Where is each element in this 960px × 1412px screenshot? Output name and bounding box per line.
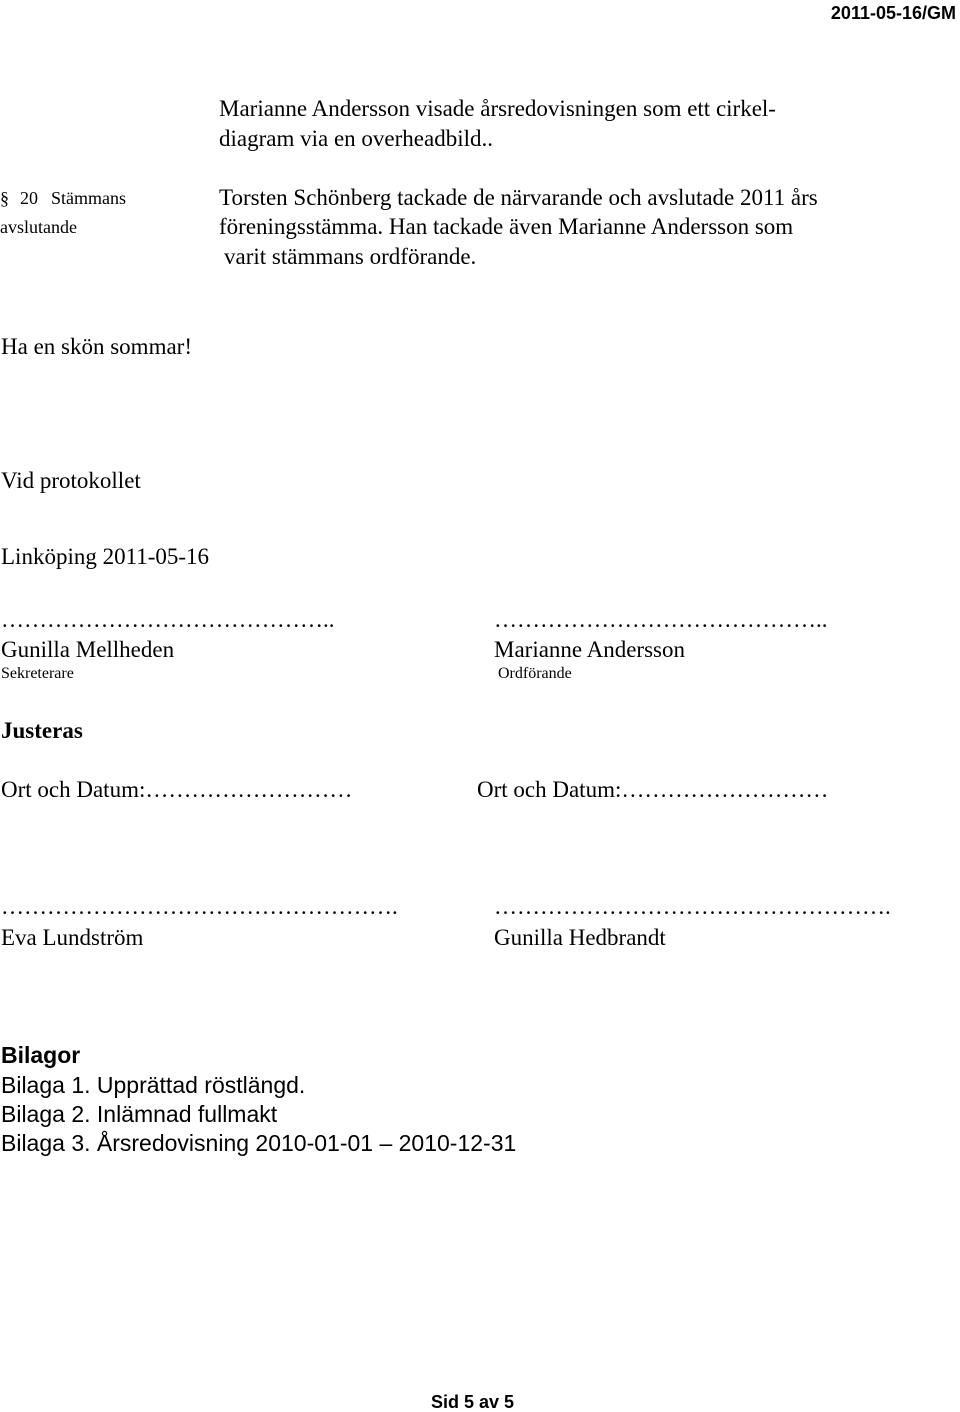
intro-line-2: diagram via en overheadbild..	[219, 126, 493, 151]
item-text-line-2: föreningsstämma. Han tackade även Marianne Andersson som	[219, 214, 794, 239]
attachments-heading: Bilagor	[1, 1042, 81, 1068]
chair-name: Marianne Andersson	[494, 637, 685, 662]
minutes-heading: Vid protokollet	[1, 468, 141, 493]
signature-line-adjuster-2: …………………………………………….	[494, 894, 891, 919]
attachment-item: Bilaga 3. Årsredovisning 2010-01-01 – 2010-12-31	[1, 1130, 517, 1156]
secretary-role: Sekreterare	[1, 665, 74, 682]
item-label-line-1: Stämmans	[51, 188, 126, 208]
signature-line-chair: ……………………………………..	[494, 607, 828, 632]
section-symbol: §	[0, 188, 9, 208]
signature-line-secretary: ……………………………………..	[1, 607, 335, 632]
chair-role: Ordförande	[498, 665, 572, 682]
minutes-place-date: Linköping 2011-05-16	[1, 544, 210, 569]
item-label-line-2: avslutande	[0, 217, 77, 237]
adjuster-1-name: Eva Lundström	[1, 925, 144, 950]
item-text-line-1: Torsten Schönberg tackade de närvarande och avslutade 2011 års	[219, 185, 818, 210]
intro-line-1: Marianne Andersson visade årsredovisningen som ett cirkel-	[219, 96, 776, 121]
signature-line-adjuster-1: …………………………………………….	[1, 894, 398, 919]
secretary-name: Gunilla Mellheden	[1, 637, 175, 662]
page-number: Sid 5 av 5	[431, 1392, 515, 1412]
place-date-field-left: Ort och Datum:………………………	[1, 777, 353, 802]
header-reference: 2011-05-16/GM	[830, 3, 956, 23]
item-number: 20	[20, 188, 38, 208]
closing-greeting: Ha en skön sommar!	[1, 334, 192, 359]
item-text-line-3: varit stämmans ordförande.	[224, 244, 477, 269]
justeras-heading: Justeras	[1, 718, 83, 743]
attachment-item: Bilaga 1. Upprättad röstlängd.	[1, 1072, 306, 1098]
place-date-field-right: Ort och Datum:………………………	[477, 777, 829, 802]
attachment-item: Bilaga 2. Inlämnad fullmakt	[1, 1101, 278, 1127]
adjuster-2-name: Gunilla Hedbrandt	[494, 925, 666, 950]
